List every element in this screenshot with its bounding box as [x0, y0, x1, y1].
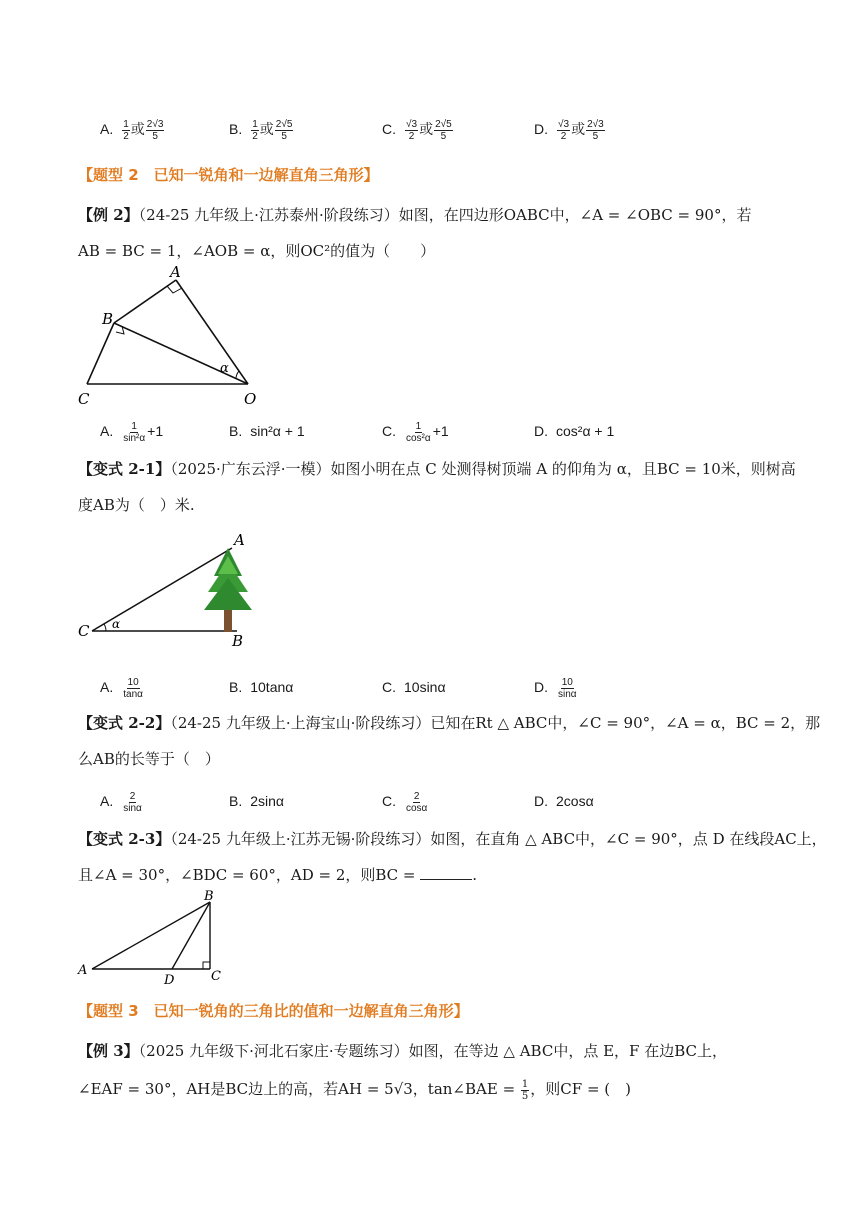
figure-right-triangle-abc: [74, 886, 234, 986]
example3-line2: ∠EAF = 30°，AH是BC边上的高，若AH = 5√3，tan∠BAE = $\frac{1}{5}$ ，则CF = ( ): [78, 1078, 631, 1102]
fraction: $\frac{1}{2}$: [252, 118, 258, 142]
ex2-option-b: B. sin²α + 1: [229, 423, 305, 439]
fraction: $\frac{2}{\cos\alpha}$: [406, 790, 428, 814]
example2-line1: 【例 2】（24-25 九年级上·江苏泰州·阶段练习）如图，在四边形OABC中，∠A = ∠OBC = 90°，若: [78, 206, 752, 224]
label-o: O: [244, 390, 257, 408]
v21-option-c: C. 10sinα: [382, 679, 446, 695]
option-a: A. $\frac{1}{2}$ 或 $\frac{2√3}{5}$: [100, 118, 164, 142]
fraction: $\frac{2√3}{5}$: [146, 118, 164, 142]
label-alpha: α: [112, 617, 121, 631]
option-c: C. $\frac{√3}{2}$ 或 $\frac{2√5}{5}$: [382, 118, 452, 142]
variant23-line1: 【变式 2-3】（24-25 九年级上·江苏无锡·阶段练习）如图，在直角 △ ABC中，∠C = 90°，点 D 在线段AC上，: [78, 830, 827, 848]
example2-line2: AB = BC = 1，∠AOB = α，则OC²的值为（ ）: [78, 242, 436, 260]
v22-option-d: D. 2cosα: [534, 793, 594, 809]
fraction: $\frac{2}{\sin\alpha}$: [123, 790, 142, 814]
fraction: $\frac{√3}{2}$: [558, 118, 570, 142]
label-b: B: [204, 889, 214, 904]
section-heading-type2: 【题型 2 已知一锐角和一边解直角三角形】: [78, 166, 379, 184]
figure-tree-triangle: [72, 528, 272, 650]
ex2-option-d: D. cos²α + 1: [534, 423, 615, 439]
v22-option-b: B. 2sinα: [229, 793, 285, 809]
variant23-line2: 且∠A = 30°，∠BDC = 60°，AD = 2，则BC = .: [78, 866, 478, 884]
v22-option-a: A. $\frac{2}{\sin\alpha}$: [100, 790, 142, 814]
label-a: A: [78, 963, 88, 978]
variant21-line1: 【变式 2-1】（2025·广东云浮·一模）如图小明在点 C 处测得树顶端 A 的仰角为 α，且BC = 10米，则树高: [78, 460, 796, 478]
variant21-line2: 度AB为（ ）米.: [78, 496, 195, 514]
label-c: C: [211, 969, 221, 984]
ex2-option-c: C. $\frac{1}{\text{cos²α}}$ +1: [382, 420, 449, 444]
fraction: $\frac{2√3}{5}$: [587, 118, 604, 142]
label-b: B: [102, 310, 114, 328]
label-c: C: [78, 390, 90, 408]
section-heading-type3: 【题型 3 已知一锐角的三角比的值和一边解直角三角形】: [78, 1002, 469, 1020]
fraction: $\frac{√3}{2}$: [406, 118, 418, 142]
label-d: D: [164, 973, 175, 986]
option-d: D. $\frac{√3}{2}$ 或 $\frac{2√3}{5}$: [534, 118, 604, 142]
v21-option-d: D. $\frac{10}{\sin\alpha}$: [534, 676, 577, 700]
fraction: $\frac{1}{\text{cos²α}}$: [406, 420, 431, 444]
v21-option-b: B. 10tanα: [229, 679, 294, 695]
fraction: $\frac{2√5}{5}$: [275, 118, 293, 142]
ex2-option-a: A. $\frac{1}{\text{sin²α}}$ +1: [100, 420, 164, 444]
option-b: B. $\frac{1}{2}$ 或 $\frac{2√5}{5}$: [229, 118, 293, 142]
label-b: B: [232, 632, 244, 650]
fraction: $\frac{10}{\sin\alpha}$: [558, 676, 577, 700]
label-c: C: [78, 622, 90, 640]
label-a: A: [170, 263, 181, 281]
example3-line1: 【例 3】（2025 九年级下·河北石家庄·专题练习）如图，在等边 △ ABC中，点 E，F 在边BC上，: [78, 1042, 728, 1060]
fraction: $\frac{1}{5}$: [521, 1078, 529, 1102]
figure-quadrilateral-oabc: [70, 262, 270, 408]
v22-option-c: C. $\frac{2}{\cos\alpha}$: [382, 790, 428, 814]
label-a: A: [234, 531, 245, 549]
v21-option-a: A. $\frac{10}{\tan\alpha}$: [100, 676, 143, 700]
option-label: A.: [100, 121, 114, 137]
variant22-line1: 【变式 2-2】（24-25 九年级上·上海宝山·阶段练习）已知在Rt △ ABC中，∠C = 90°，∠A = α，BC = 2，那: [78, 714, 821, 732]
fraction: $\frac{10}{\tan\alpha}$: [123, 676, 143, 700]
variant22-line2: 么AB的长等于（ ）: [78, 750, 220, 768]
label-alpha: α: [220, 361, 229, 376]
answer-blank[interactable]: [420, 865, 472, 880]
fraction: $\frac{1}{2}$: [123, 118, 129, 142]
fraction: $\frac{1}{\text{sin²α}}$: [123, 420, 146, 444]
fraction: $\frac{2√5}{5}$: [435, 118, 452, 142]
